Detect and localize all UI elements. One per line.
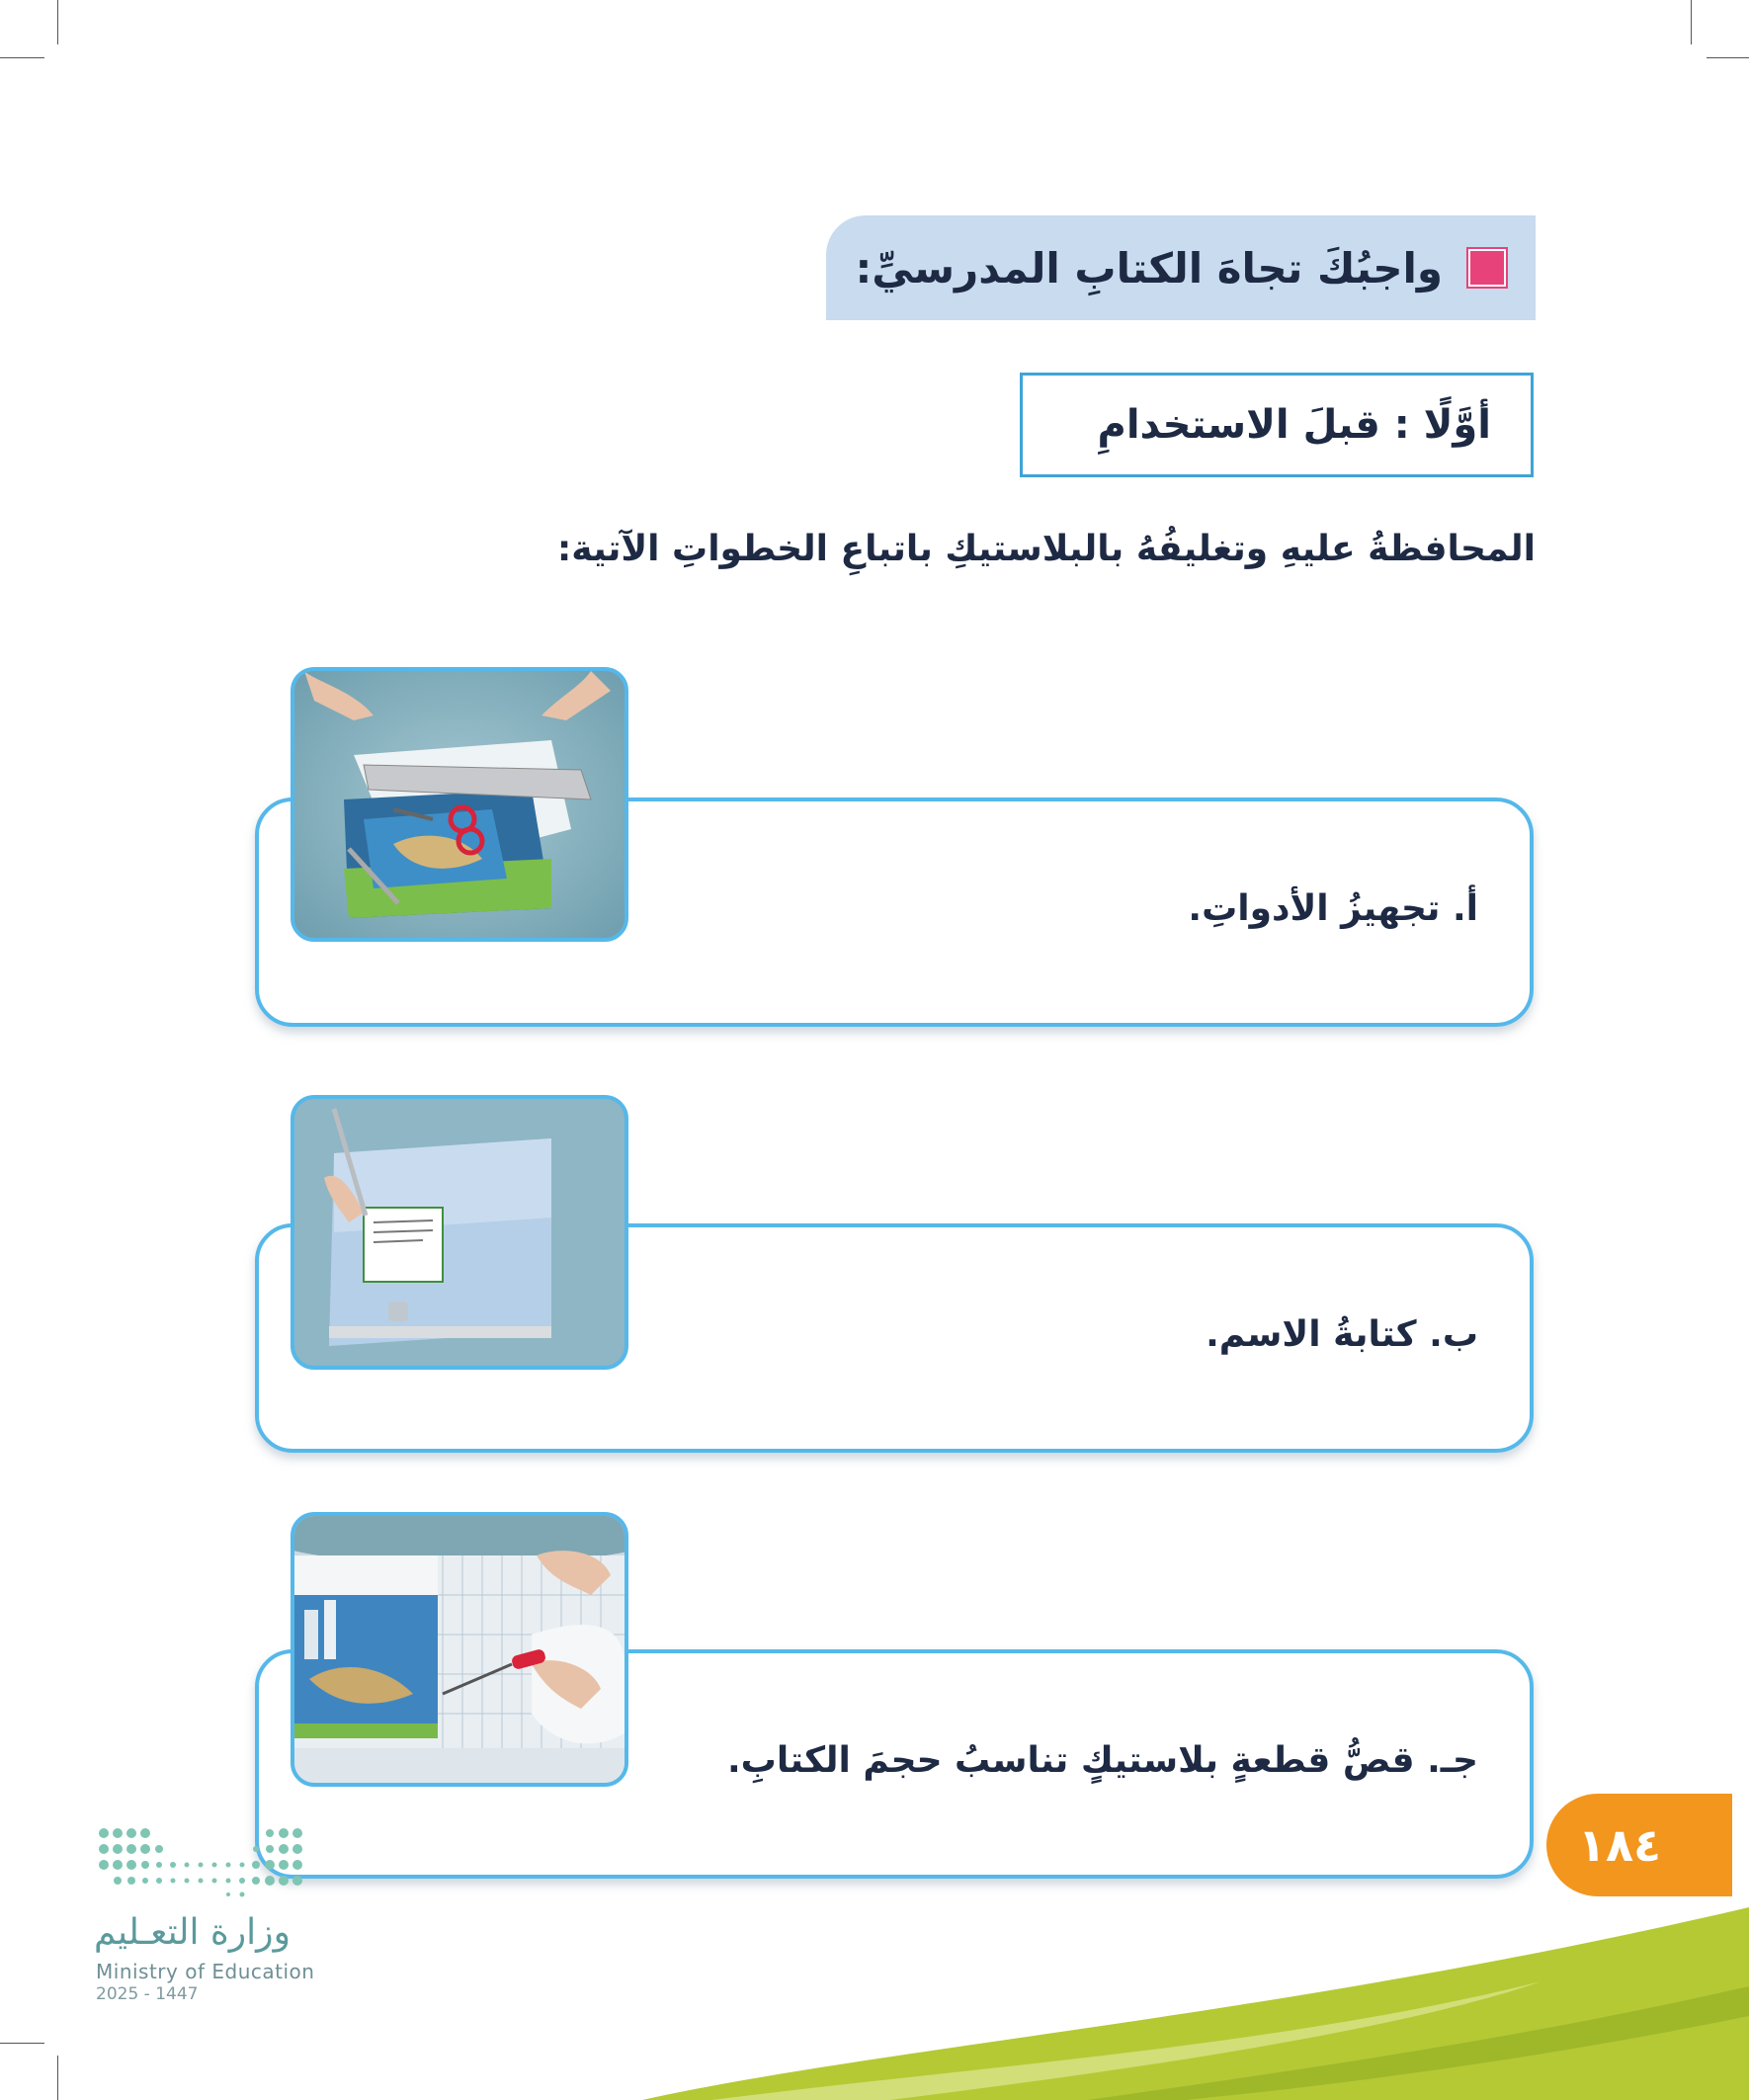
crop-mark: [1707, 57, 1749, 58]
ministry-name-ar: وزارة التعـليم: [94, 1912, 291, 1953]
section-title: واجبُكَ تجاهَ الكتابِ المدرسيِّ:: [855, 243, 1443, 293]
crop-mark: [0, 57, 44, 58]
writing-name-photo: [291, 1095, 628, 1370]
tools-on-table-photo: [291, 667, 628, 942]
crop-mark: [1691, 0, 1692, 44]
section-header: [826, 215, 1536, 320]
step-label-a: أ. تجهيزُ الأدواتِ.: [1188, 888, 1478, 929]
ministry-name-en: Ministry of Education: [96, 1960, 315, 1983]
page-number-tab: ١٨٤: [1546, 1794, 1732, 1896]
subsection-title: أوَّلًا : قبلَ الاستخدامِ: [1097, 402, 1491, 448]
step-label-c: جـ. قصُّ قطعةٍ بلاستيكٍ تناسبُ حجمَ الكتابِ.: [727, 1740, 1478, 1781]
intro-text: المحافظةُ عليهِ وتغليفُهُ بالبلاستيكِ باتباعِ الخطواتِ الآتية:: [556, 529, 1536, 569]
cutting-plastic-photo: [291, 1512, 628, 1787]
ministry-logo: [94, 1823, 321, 1906]
bullet-square-icon: [1468, 249, 1506, 287]
subsection-box: [1020, 373, 1534, 477]
ministry-year: 2025 - 1447: [96, 1984, 199, 2004]
crop-mark: [57, 0, 58, 44]
green-swoosh-decoration: [0, 1897, 1749, 2100]
step-label-b: ب. كتابةُ الاسم.: [1206, 1314, 1478, 1355]
